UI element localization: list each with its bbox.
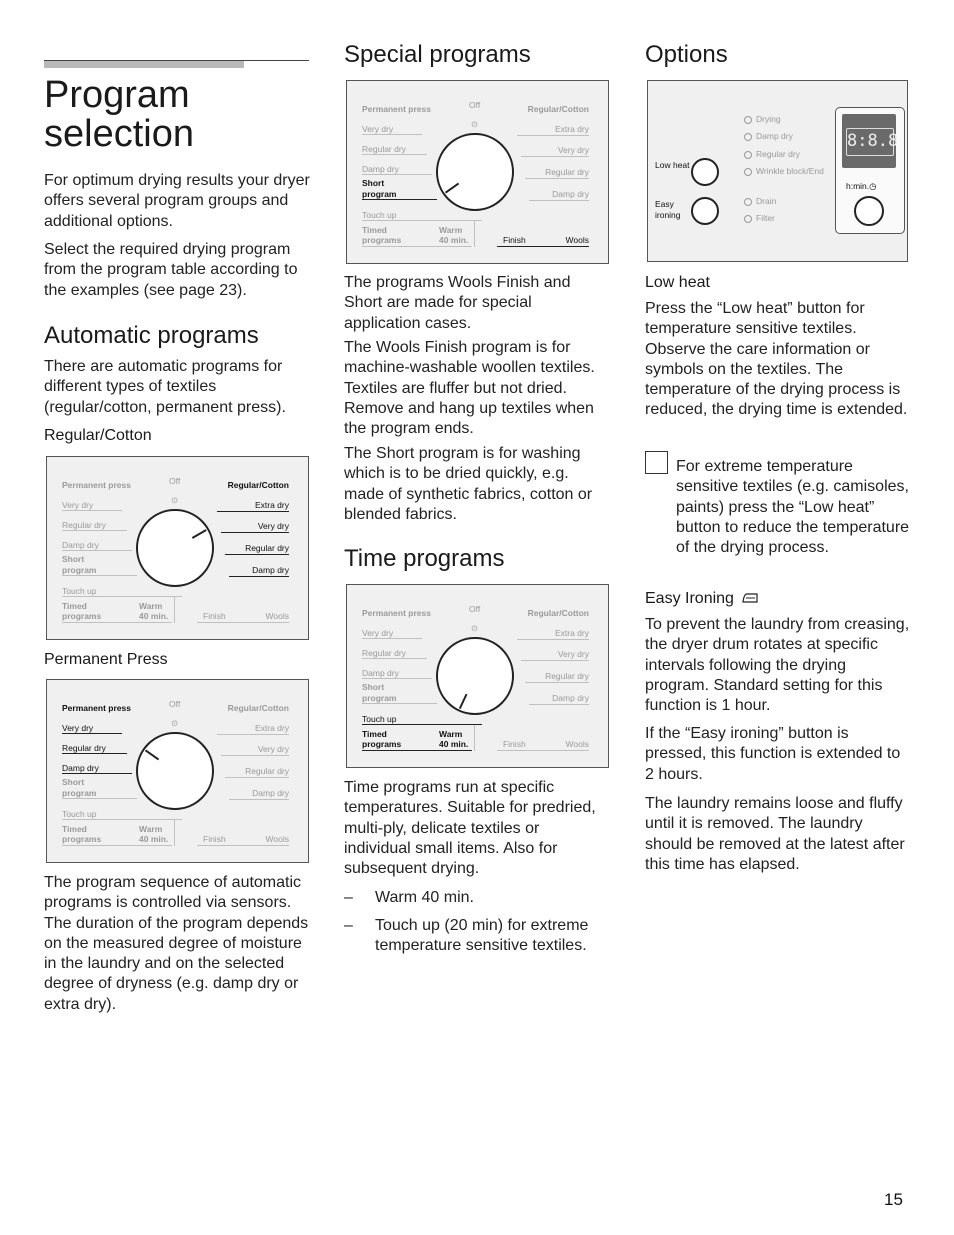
dial-label-regular-dry: Regular dry (245, 543, 289, 553)
dial-label-finish: Finish (503, 739, 526, 749)
dial-underline (362, 199, 437, 200)
dial-label-permanent-press: Permanent press (362, 608, 431, 618)
dial-label-touch-up: Touch up (362, 210, 397, 220)
options-panel (647, 80, 908, 262)
program-selector-knob[interactable] (136, 509, 214, 587)
low-heat-panel-label: Low heat (655, 160, 690, 170)
dial-underline (362, 154, 427, 155)
dial-label-timed: Timed (362, 225, 387, 235)
dial-label-program: program (362, 189, 397, 199)
special-programs-heading: Special programs (344, 41, 531, 68)
dial-label-touch-up: Touch up (362, 714, 397, 724)
dash-bullet: – (344, 889, 353, 906)
iron-icon (741, 592, 759, 604)
dial-label-damp-dry: Damp dry (362, 164, 399, 174)
dial-underline (229, 799, 289, 800)
easy-ironing-heading: Easy Ironing (645, 590, 734, 607)
dial-underline (221, 755, 289, 756)
indicator-led-icon (744, 151, 752, 159)
dial-label-short: Short (62, 554, 85, 564)
clock-icon: ◷ (869, 181, 877, 191)
dial-label-timed: Timed (62, 601, 87, 611)
dial-label-regular-dry: Regular dry (62, 520, 106, 530)
indicator-led-icon (744, 168, 752, 176)
dial-label-programs: programs (62, 611, 102, 621)
dial-underline (517, 135, 589, 136)
intro-paragraph-1: For optimum drying results your dryer offers several program groups and additional options. (44, 172, 310, 230)
dial-underline (225, 777, 289, 778)
low-heat-note: For extreme temperature sensitive textiles (e.g. camisoles, paints) press the “Low heat” button to reduce the temperature of the drying process. (676, 458, 910, 557)
dial-underline (62, 622, 172, 623)
dial-underline (62, 773, 132, 774)
dial-label-very-dry: Very dry (362, 628, 394, 638)
dial-label-off: Off (469, 100, 481, 110)
dial-label-forty-min: 40 min. (439, 739, 469, 749)
low-heat-text: Press the “Low heat” button for temperature sensitive textiles. Observe the care information or symbols on the textiles. The temperature of the drying process is reduced, the drying time is extended. (645, 300, 908, 419)
dial-underline (362, 703, 437, 704)
dial-underline (362, 638, 422, 639)
digital-display (842, 114, 899, 168)
dial-label-very-dry: Very dry (257, 521, 289, 531)
dial-underline (362, 678, 432, 679)
dial-label-touch-up: Touch up (62, 809, 97, 819)
dial-label-program: program (62, 788, 97, 798)
note-icon (645, 451, 668, 474)
display-housing (835, 107, 905, 234)
header-rule (44, 60, 309, 68)
dial-label-programs: programs (362, 739, 402, 749)
knob-pointer (459, 694, 468, 709)
indicator-wrinkle-block: Wrinkle block/End (744, 166, 824, 176)
dial-label-extra-dry: Extra dry (254, 500, 289, 510)
dial-underline (497, 246, 589, 247)
dial-label-very-dry: Very dry (62, 723, 94, 733)
dial-label-short: Short (62, 777, 85, 787)
dial-underline (197, 845, 289, 846)
dial-label-very-dry: Very dry (362, 124, 394, 134)
dial-label-off: Off (169, 476, 181, 486)
dial-underline (529, 200, 589, 201)
dial-label-very-dry: Very dry (557, 145, 589, 155)
special-paragraph-1: The programs Wools Finish and Short are made for special application cases. (344, 274, 571, 332)
dial-label-regular-dry: Regular dry (545, 671, 589, 681)
easy-ironing-panel-label: Easy ironing (655, 199, 681, 220)
dial-label-extra-dry: Extra dry (554, 628, 589, 638)
dial-label-warm: Warm (139, 824, 163, 834)
options-heading: Options (645, 41, 728, 68)
dial-underline (62, 530, 127, 531)
dial-label-off: Off (169, 699, 181, 709)
indicator-damp-dry: Damp dry (744, 131, 793, 141)
dial-label-regular-dry: Regular dry (245, 766, 289, 776)
dial-label-warm: Warm (439, 225, 463, 235)
program-selector-knob[interactable] (436, 637, 514, 715)
dial-underline (62, 753, 127, 754)
dial-label-wools: Wools (265, 834, 289, 844)
dial-label-permanent-press: Permanent press (62, 480, 131, 490)
dial-underline (517, 639, 589, 640)
dial-underline (525, 682, 589, 683)
indicator-drain: Drain (744, 196, 776, 206)
automatic-programs-text: There are automatic programs for different types of textiles (regular/cotton, permanent press). (44, 358, 286, 416)
dial-underline (497, 750, 589, 751)
time-item-warm: Warm 40 min. (375, 889, 474, 906)
dial-underline (362, 724, 482, 725)
dial-label-short: Short (362, 178, 385, 188)
indicator-filter: Filter (744, 213, 775, 223)
easy-ironing-paragraph-3: The laundry remains loose and fluffy until it is removed. The laundry should be removed at the latest after this time has elapsed. (645, 795, 905, 873)
dial-label-damp-dry: Damp dry (252, 788, 289, 798)
dial-label-programs: programs (62, 834, 102, 844)
dial-underline (62, 819, 182, 820)
dial-label-forty-min: 40 min. (139, 834, 169, 844)
dial-underline (62, 845, 172, 846)
dial-label-regular-dry: Regular dry (362, 144, 406, 154)
dial-label-regular-dry: Regular dry (62, 743, 106, 753)
easy-ironing-heading-row (645, 590, 913, 608)
dial-underline (362, 750, 472, 751)
dial-divider (174, 597, 175, 623)
dial-label-very-dry: Very dry (557, 649, 589, 659)
dial-underline (225, 554, 289, 555)
dial-label-program: program (62, 565, 97, 575)
off-symbol-icon: ⊙ (471, 623, 479, 633)
dial-divider (474, 221, 475, 247)
off-symbol-icon: ⊙ (471, 119, 479, 129)
dial-label-forty-min: 40 min. (439, 235, 469, 245)
dial-divider (174, 820, 175, 846)
dial-label-wools: Wools (265, 611, 289, 621)
page-title: Program selection (44, 74, 194, 155)
dial-label-wools: Wools (565, 235, 589, 245)
low-heat-button[interactable] (691, 158, 719, 186)
dial-label-programs: programs (362, 235, 402, 245)
dial-label-regular-dry: Regular dry (545, 167, 589, 177)
dial-label-short: Short (362, 682, 385, 692)
dial-underline (521, 660, 589, 661)
dial-panel-special (346, 80, 609, 264)
dial-label-permanent-press: Permanent press (362, 104, 431, 114)
dial-label-very-dry: Very dry (62, 500, 94, 510)
dial-label-permanent-press: Permanent press (62, 703, 131, 713)
dial-label-touch-up: Touch up (62, 586, 97, 596)
special-paragraph-2: The Wools Finish program is for machine-washable woollen textiles. Textiles are fluffer but not dried. Remove and hang up textiles when the program ends. (344, 339, 595, 438)
dial-underline (62, 550, 132, 551)
time-item-touch-up: Touch up (20 min) for extreme temperature sensitive textiles. (375, 917, 589, 955)
dial-label-timed: Timed (62, 824, 87, 834)
dial-underline (362, 220, 482, 221)
dial-label-regular-cotton: Regular/Cotton (527, 608, 589, 618)
dial-label-program: program (362, 693, 397, 703)
dial-underline (221, 532, 289, 533)
dial-panel-time (346, 584, 609, 768)
dial-panel-permanent-press (46, 679, 309, 863)
dial-label-regular-cotton: Regular/Cotton (227, 480, 289, 490)
easy-ironing-paragraph-2: If the “Easy ironing” button is pressed, this function is extended to 2 hours. (645, 725, 901, 783)
regular-cotton-heading: Regular/Cotton (44, 427, 152, 444)
easy-ironing-paragraph-1: To prevent the laundry from creasing, the dryer drum rotates at specific intervals following the drying program. Standard setting for this function is 1 hour. (645, 616, 910, 715)
dial-label-damp-dry: Damp dry (552, 693, 589, 703)
indicator-led-icon (744, 116, 752, 124)
knob-pointer (145, 750, 159, 761)
dial-label-finish: Finish (203, 834, 226, 844)
dial-label-extra-dry: Extra dry (254, 723, 289, 733)
display-digits: 8:8.8 (846, 128, 894, 156)
dial-underline (525, 178, 589, 179)
knob-pointer (192, 529, 207, 539)
dial-label-warm: Warm (139, 601, 163, 611)
time-button-label: h:min.◷ (846, 181, 877, 191)
automatic-sequence-text: The program sequence of automatic programs is controlled via sensors. The duration of the program depends on the measured degree of moisture in the laundry and on the selected degree of dryness (e.g. damp dry or extra dry). (44, 874, 309, 1013)
dial-underline (62, 596, 182, 597)
special-paragraph-3: The Short program is for washing which is to be dried quickly, e.g. made of synthetic fabrics, cotton or blended fabrics. (344, 445, 593, 523)
dial-underline (529, 704, 589, 705)
program-selector-knob[interactable] (136, 732, 214, 810)
program-selector-knob[interactable] (436, 133, 514, 211)
dial-underline (521, 156, 589, 157)
time-programs-text: Time programs run at specific temperatures. Suitable for predried, multi-ply, delicate textiles or individual small items. Also for subsequent drying. (344, 779, 596, 878)
dial-underline (362, 246, 472, 247)
time-button[interactable] (854, 196, 884, 226)
dial-underline (362, 134, 422, 135)
dial-label-forty-min: 40 min. (139, 611, 169, 621)
dial-label-very-dry: Very dry (257, 744, 289, 754)
indicator-led-icon (744, 198, 752, 206)
automatic-programs-heading: Automatic programs (44, 322, 259, 349)
dial-label-extra-dry: Extra dry (554, 124, 589, 134)
dial-underline (229, 576, 289, 577)
dial-underline (362, 174, 432, 175)
dial-label-finish: Finish (503, 235, 526, 245)
indicator-regular-dry: Regular dry (744, 149, 800, 159)
dial-underline (62, 510, 122, 511)
indicator-led-icon (744, 133, 752, 141)
off-symbol-icon: ⊙ (171, 718, 179, 728)
permanent-press-heading: Permanent Press (44, 651, 168, 668)
dial-label-finish: Finish (203, 611, 226, 621)
dial-label-wools: Wools (565, 739, 589, 749)
easy-ironing-button[interactable] (691, 197, 719, 225)
dial-underline (62, 798, 137, 799)
dial-underline (62, 733, 122, 734)
dial-label-off: Off (469, 604, 481, 614)
low-heat-heading: Low heat (645, 274, 710, 291)
dial-underline (217, 734, 289, 735)
intro-paragraph-2: Select the required drying program from the program table according to the examples (see page 23). (44, 241, 298, 299)
dial-underline (362, 658, 427, 659)
dial-underline (62, 575, 137, 576)
dial-divider (474, 725, 475, 751)
page-number: 15 (884, 1190, 903, 1209)
time-programs-heading: Time programs (344, 545, 505, 572)
dial-underline (197, 622, 289, 623)
indicator-drying: Drying (744, 114, 781, 124)
knob-pointer (445, 183, 459, 194)
dial-underline (217, 511, 289, 512)
dial-label-damp-dry: Damp dry (552, 189, 589, 199)
dial-label-timed: Timed (362, 729, 387, 739)
dial-label-damp-dry: Damp dry (62, 540, 99, 550)
dial-label-damp-dry: Damp dry (362, 668, 399, 678)
dial-label-warm: Warm (439, 729, 463, 739)
dial-label-regular-cotton: Regular/Cotton (527, 104, 589, 114)
dial-label-regular-dry: Regular dry (362, 648, 406, 658)
dial-label-regular-cotton: Regular/Cotton (227, 703, 289, 713)
off-symbol-icon: ⊙ (171, 495, 179, 505)
dial-label-damp-dry: Damp dry (252, 565, 289, 575)
dial-label-damp-dry: Damp dry (62, 763, 99, 773)
dash-bullet: – (344, 917, 353, 934)
dial-panel-regular-cotton (46, 456, 309, 640)
indicator-led-icon (744, 215, 752, 223)
